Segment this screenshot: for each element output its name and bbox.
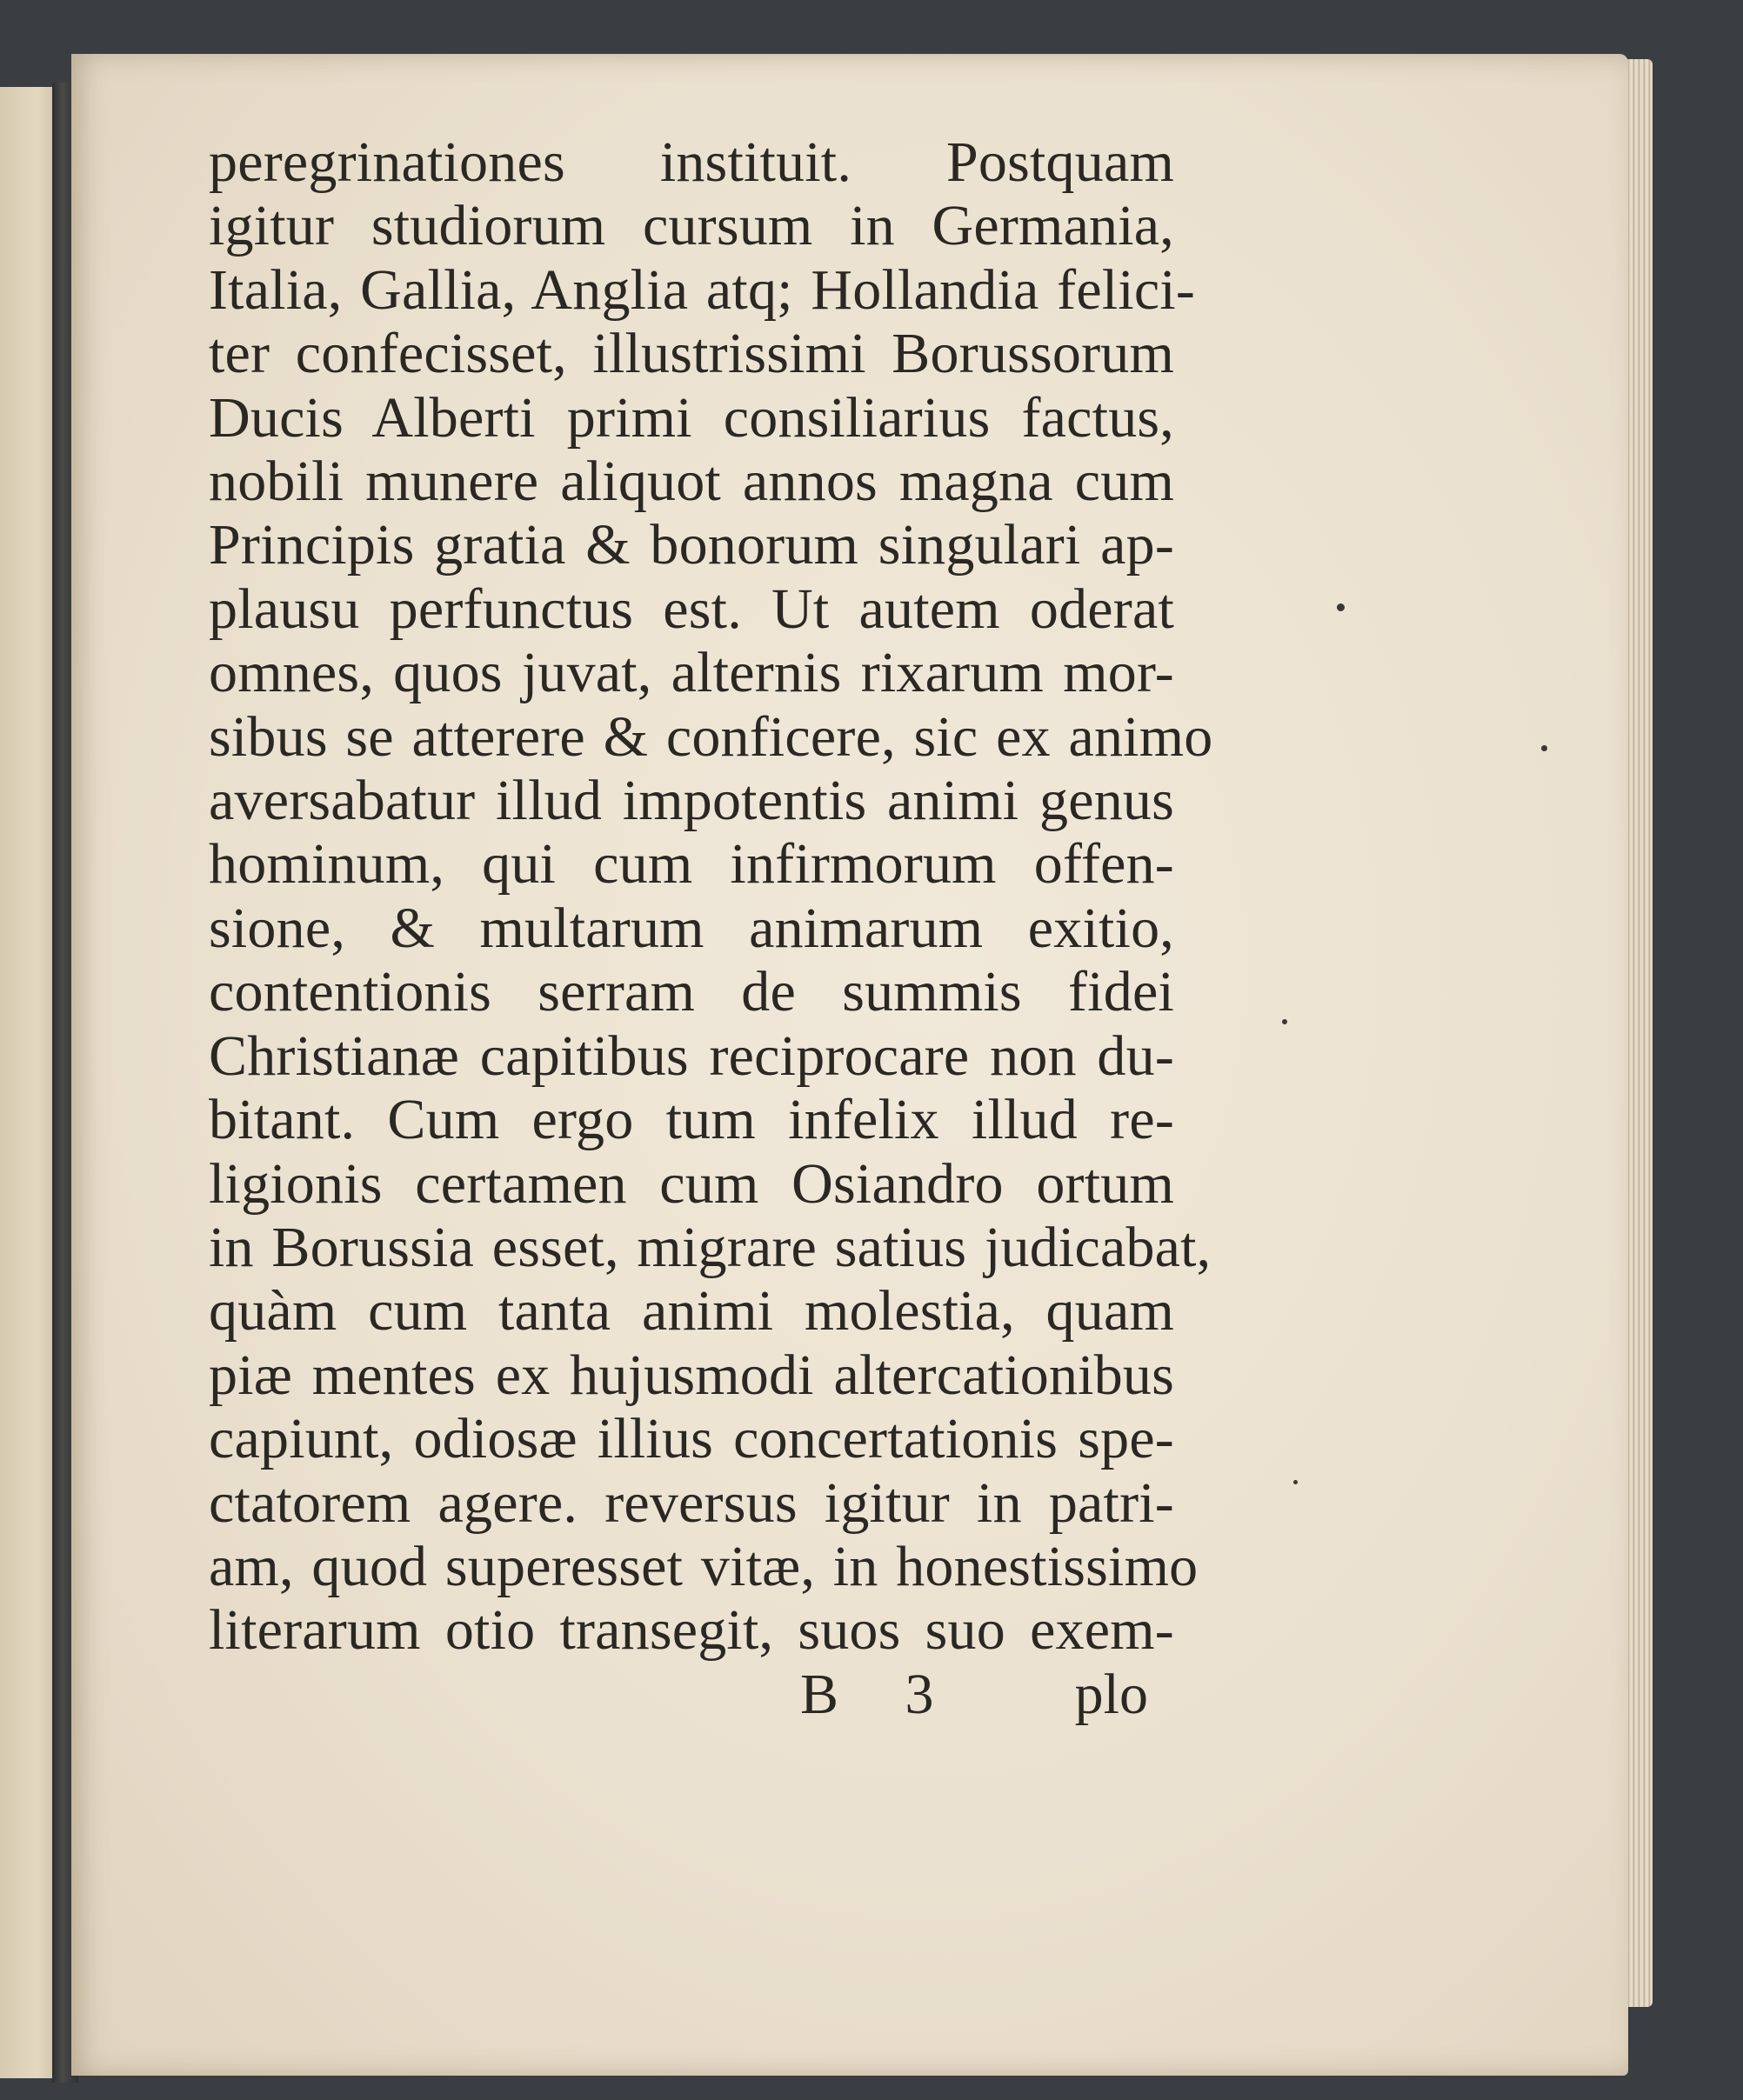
signature-mark: B 3 <box>800 1662 960 1726</box>
text-line: capiunt, odiosæ illius concertationis spe- <box>209 1407 1174 1471</box>
text-line: igitur studiorum cursum in Germania, <box>209 194 1174 258</box>
body-text <box>209 130 1213 1726</box>
text-line: am, quod superesset vitæ, in honestissimo <box>209 1534 1199 1598</box>
text-line: aversabatur illud impotentis animi genus <box>209 769 1174 833</box>
paper-speck <box>1293 1480 1298 1484</box>
text-line: plausu perfunctus est. Ut autem oderat <box>209 577 1174 641</box>
page-footer-line <box>209 1663 1148 1726</box>
text-line: sione, & multarum animarum exitio, <box>209 896 1174 960</box>
text-line: quàm cum tanta animi molestia, quam <box>209 1279 1174 1343</box>
text-line: Christianæ capitibus reciprocare non du- <box>209 1023 1174 1088</box>
text-line: Principis gratia & bonorum singulari ap- <box>209 513 1174 577</box>
catchword: plo <box>1074 1662 1148 1726</box>
text-line: ter confecisset, illustrissimi Borussorum <box>209 322 1174 386</box>
text-line: sibus se atterere & conficere, sic ex animo <box>209 704 1213 769</box>
text-line: hominum, qui cum infirmorum offen- <box>209 832 1174 897</box>
text-line: ligionis certamen cum Osiandro ortum <box>209 1151 1174 1216</box>
text-line: literarum otio transegit, suos suo exem- <box>209 1598 1174 1663</box>
text-line: omnes, quos juvat, alternis rixarum mor- <box>209 641 1174 705</box>
text-line: bitant. Cum ergo tum infelix illud re- <box>209 1088 1174 1152</box>
page-stack-edges <box>1625 59 1653 2007</box>
text-line: ctatorem agere. reversus igitur in patri- <box>209 1470 1174 1535</box>
text-line: nobili munere aliquot annos magna cum <box>209 450 1174 514</box>
text-line: peregrinationes instituit. Postquam <box>209 130 1174 194</box>
text-line: Italia, Gallia, Anglia atq; Hollandia felici- <box>209 257 1196 322</box>
paper-speck <box>1337 603 1345 611</box>
text-line: piæ mentes ex hujusmodi altercationibus <box>209 1343 1174 1407</box>
text-line: Ducis Alberti primi consiliarius factus, <box>209 385 1174 450</box>
paper-speck <box>1282 1019 1287 1024</box>
text-line: contentionis serram de summis fidei <box>209 960 1174 1024</box>
text-line: in Borussia esset, migrare satius judicabat, <box>209 1215 1212 1279</box>
paper-speck <box>1541 745 1547 751</box>
